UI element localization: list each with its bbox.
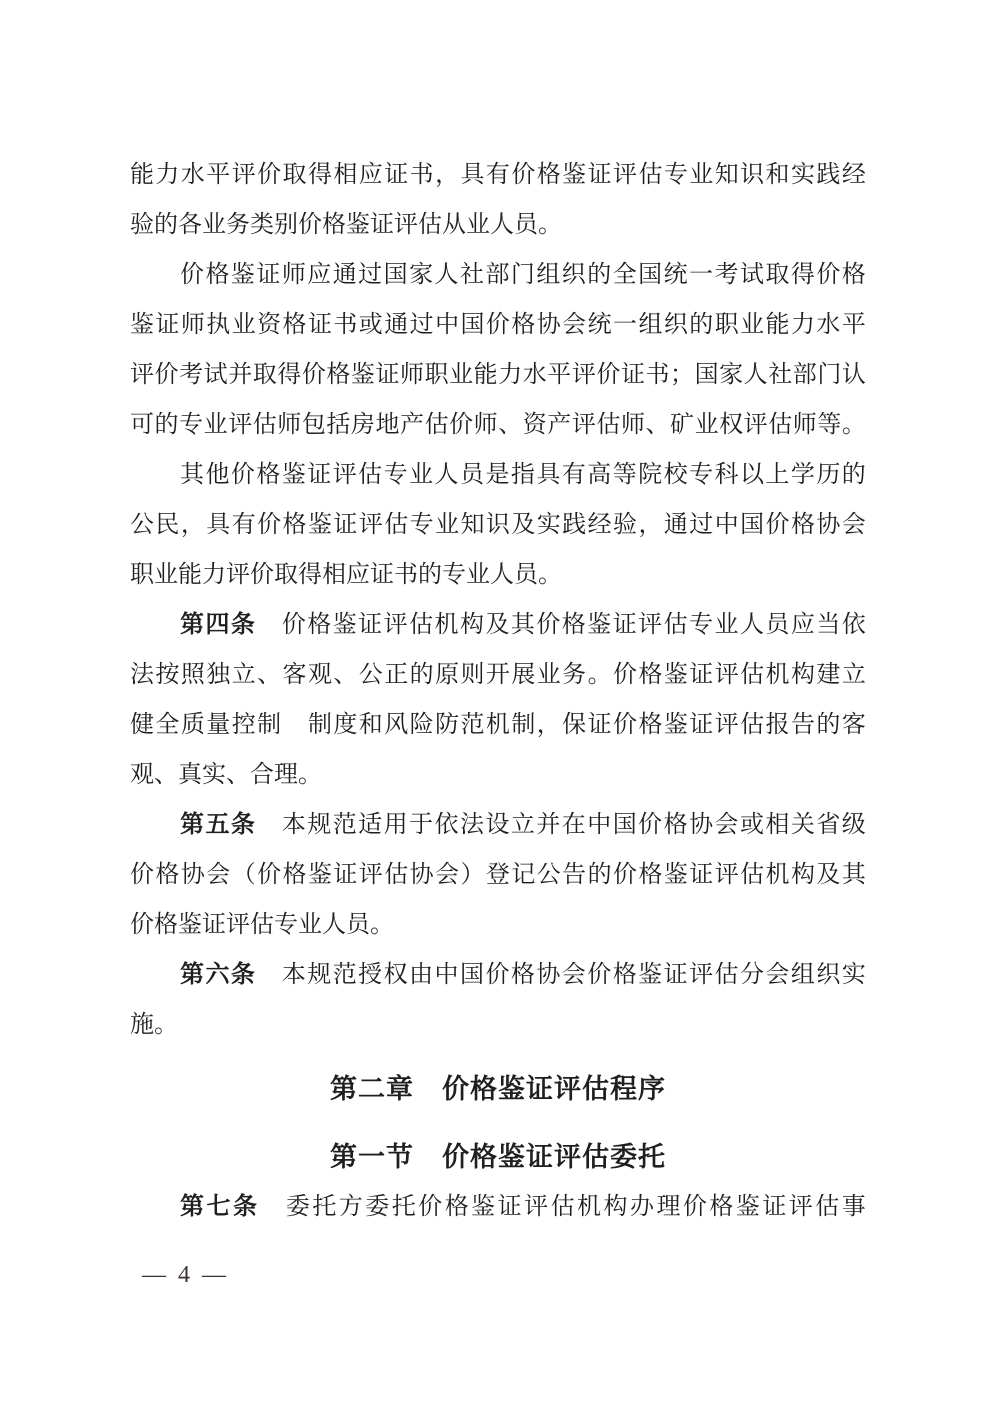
text-line: 能 力 水 平 评 价 取 得 相 应 证 书 ， 具 有 价 格 鉴 证 评 估 专 业 知 识 和 实 践 经 <box>130 162 866 188</box>
text-line: 健 全 质 量 控 制 制 度 和 风 险 防 范 机 制 ， 保 证 价 格 鉴 证 评 估 报 告 的 客 <box>130 712 866 738</box>
text-line: 其 他 价 格 鉴 证 评 估 专 业 人 员 是 指 具 有 高 等 院 校 专 科 以 上 学 历 的 <box>180 462 866 488</box>
document-body <box>130 150 866 1232</box>
text-line: 观、真实、合理。 <box>130 762 322 788</box>
chapter-heading: 第二章 价格鉴证评估程序 <box>330 1074 666 1104</box>
text-line: 第 七 条 委 托 方 委 托 价 格 鉴 证 评 估 机 构 办 理 价 格 鉴 证 评 估 事 <box>180 1194 866 1220</box>
text-line: 第 六 条 本 规 范 授 权 由 中 国 价 格 协 会 价 格 鉴 证 评 估 分 会 组 织 实 <box>180 962 866 988</box>
text-line: 公 民 ， 具 有 价 格 鉴 证 评 估 专 业 知 识 及 实 践 经 验 ， 通 过 中 国 价 格 协 会 <box>130 512 866 538</box>
text-line: 职业能力评价取得相应证书的专业人员。 <box>130 562 562 588</box>
text-line: 第 五 条 本 规 范 适 用 于 依 法 设 立 并 在 中 国 价 格 协 会 或 相 关 省 级 <box>180 812 866 838</box>
text-line: 验的各业务类别价格鉴证评估从业人员。 <box>130 212 562 238</box>
text-line: 评 价 考 试 并 取 得 价 格 鉴 证 师 职 业 能 力 水 平 评 价 证 书 ； 国 家 人 社 部 门 认 <box>130 362 866 388</box>
text-line: 第 四 条 价 格 鉴 证 评 估 机 构 及 其 价 格 鉴 证 评 估 专 业 人 员 应 当 依 <box>180 612 866 638</box>
text-line: 施。 <box>130 1012 178 1038</box>
text-line: 法 按 照 独 立 、 客 观 、 公 正 的 原 则 开 展 业 务 。 价 格 鉴 证 评 估 机 构 建 立 <box>130 662 866 688</box>
text-line: 价格鉴证评估专业人员。 <box>130 912 394 938</box>
text-line: 可 的 专 业 评 估 师 包 括 房 地 产 估 价 师 、 资 产 评 估 师 、 矿 业 权 评 估 师 等 。 <box>130 412 866 438</box>
text-line: 价 格 鉴 证 师 应 通 过 国 家 人 社 部 门 组 织 的 全 国 统 一 考 试 取 得 价 格 <box>180 262 866 288</box>
page-number: — 4 — <box>142 1262 229 1288</box>
text-line: 价 格 协 会 （ 价 格 鉴 证 评 估 协 会 ） 登 记 公 告 的 价 格 鉴 证 评 估 机 构 及 其 <box>130 862 866 888</box>
section-heading: 第一节 价格鉴证评估委托 <box>330 1142 666 1172</box>
text-line: 鉴 证 师 执 业 资 格 证 书 或 通 过 中 国 价 格 协 会 统 一 组 织 的 职 业 能 力 水 平 <box>130 312 866 338</box>
